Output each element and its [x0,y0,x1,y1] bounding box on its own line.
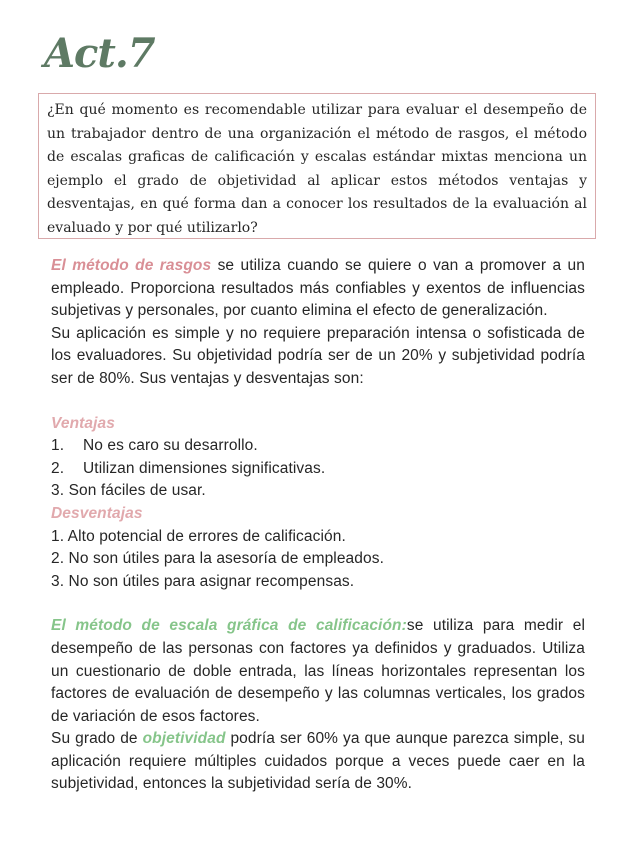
list-item: 1. No es caro su desarrollo. [51,437,258,455]
graphic-scale-text: se utiliza para medir el desempeño de las personas con factores ya definidos y graduados. Utiliza un cuestionario de doble entrada, las líneas horizontales representan los factores de evaluación de desempeño y las columnas verticales, los grados de variación de esos factores. [51,617,585,725]
paragraph-graphic-scale-method [51,615,585,728]
paragraph-objectivity: Su aplicación es simple y no requiere preparación intensa o sofisticada de los evaluadores. Su objetividad podría ser de un 20% y subjetividad podría ser de 80%. Sus ventajas y desventajas son: [51,324,585,387]
answer-body [51,255,585,796]
page-title: Act.7 [44,30,155,77]
disadvantages-heading: Desventajas [51,504,143,522]
list-item: 1. Alto potencial de errores de calificación. [51,527,346,545]
objectivity-term: objetividad [142,730,226,748]
question-box: ¿En qué momento es recomendable utilizar para evaluar el desempeño de un trabajador dentro de una organización el método de rasgos, el método de escalas graficas de calificación y escalas estándar mixtas menciona un ejemplo el grado de objetividad al aplicar estos métodos ventajas y desventajas, en qué forma dan a conocer los resultados de la evaluación al evaluado y por qué utilizarlo? [38,93,596,239]
traits-method-term: El método de rasgos [51,257,212,274]
list-item: 2. No son útiles para la asesoría de empleados. [51,550,384,568]
traits-method-text: se utiliza cuando se quiere o van a promover a un empleado. Proporciona resultados más confiables y exentos de influencias subjetivas y personales, por cuanto elimina el efecto de generalización. [51,257,585,320]
paragraph-traits-method [51,255,585,323]
graphic-scale-term: El método de escala gráfica de calificación: [51,617,407,635]
paragraph-graphic-scale-objectivity: Su grado de objetividad podría ser 60% ya que aunque parezca simple, su aplicación requiere múltiples cuidados porque a veces puede caer en la subjetividad, entonces la subjetividad sería de 30%. [51,730,586,793]
list-item: 3. Son fáciles de usar. [51,482,206,500]
advantages-heading: Ventajas [51,414,115,432]
list-item: 3. No son útiles para asignar recompensas. [51,572,355,590]
list-item: 2. Utilizan dimensiones significativas. [51,459,326,477]
